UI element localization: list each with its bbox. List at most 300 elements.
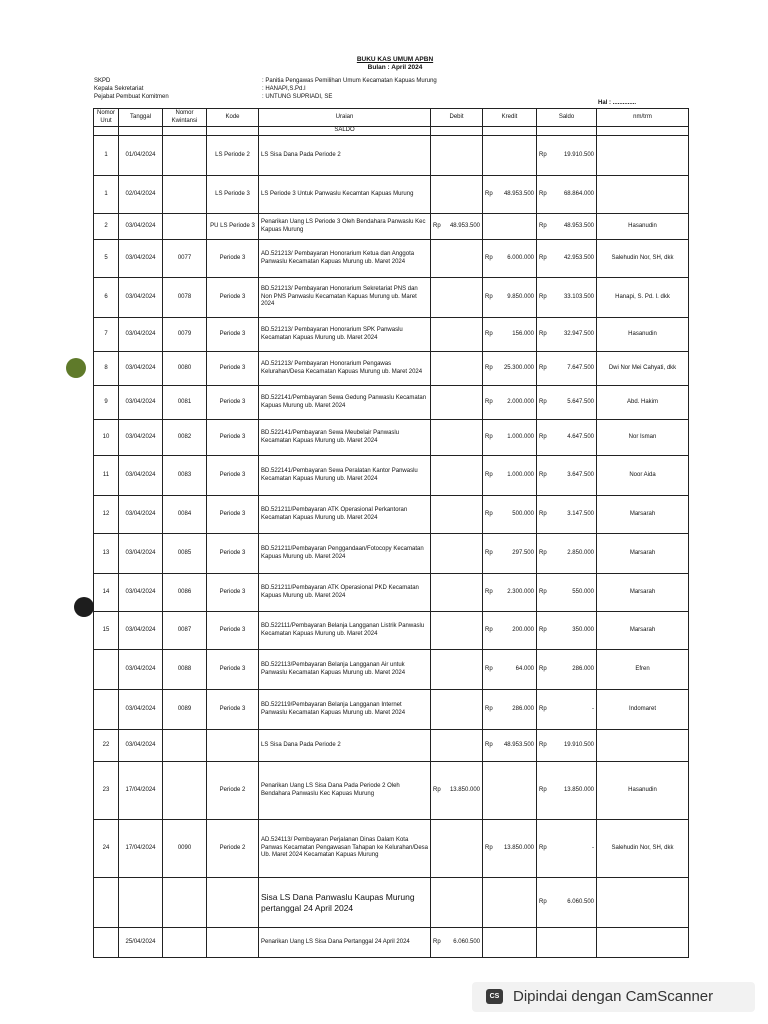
col-saldo: Saldo — [537, 109, 597, 127]
header-values — [262, 77, 437, 101]
cell-penerima: Nor Isman — [597, 420, 689, 456]
cell-debit — [431, 574, 483, 612]
cell-saldo — [537, 534, 597, 574]
table-header-row — [94, 109, 689, 127]
cell-penerima — [597, 878, 689, 928]
table-row — [94, 690, 689, 730]
cell-tanggal: 03/04/2024 — [119, 214, 163, 240]
cell-debit — [431, 318, 483, 352]
cell-nomor — [94, 928, 119, 958]
table-row — [94, 176, 689, 214]
cell-kredit — [483, 650, 537, 690]
cell-debit — [431, 878, 483, 928]
cell-uraian: BD.522119/Pembayaran Belanja Langganan Internet Panwaslu Kecamatan Kapuas Murung ub. Maret 2024 — [259, 690, 431, 730]
cell-penerima: Hasanudin — [597, 318, 689, 352]
currency-label: Rp — [539, 898, 547, 905]
cell-saldo — [537, 878, 597, 928]
cell-kode — [207, 928, 259, 958]
amount-value: 19.910.500 — [563, 741, 594, 748]
amount-value: 48.953.500 — [563, 222, 594, 229]
table-row — [94, 214, 689, 240]
amount-value: 297.500 — [512, 549, 534, 556]
cell-uraian: BD.521211/Pembayaran ATK Operasional Perkantoran Kecamatan Kapuas Murung ub. Maret 2024 — [259, 496, 431, 534]
amount-value: 1.000.000 — [507, 471, 534, 478]
cell-tanggal: 01/04/2024 — [119, 136, 163, 176]
amount-value: 4.647.500 — [567, 433, 594, 440]
cell-saldo — [537, 690, 597, 730]
cell-tanggal: 03/04/2024 — [119, 534, 163, 574]
cell-tanggal: 03/04/2024 — [119, 456, 163, 496]
currency-label: Rp — [485, 330, 493, 337]
label-kepala: Kepala Sekretariat — [94, 86, 144, 92]
cell-nomor: 23 — [94, 762, 119, 820]
cell-nomor — [94, 878, 119, 928]
cell-kode: Periode 2 — [207, 762, 259, 820]
cell-kredit — [483, 352, 537, 386]
cell-kode: LS Periode 3 — [207, 176, 259, 214]
currency-label: Rp — [485, 433, 493, 440]
cell-penerima: Indomaret — [597, 690, 689, 730]
col-uraian: Uraian — [259, 109, 431, 127]
cell-kredit — [483, 240, 537, 278]
cell-saldo — [537, 318, 597, 352]
cell-kredit — [483, 136, 537, 176]
cell-uraian: BD.521211/Pembayaran Penggandaan/Fotocopy Kecamatan Kapuas Murung ub. Maret 2024 — [259, 534, 431, 574]
cell-kwitansi: 0085 — [163, 534, 207, 574]
currency-label: Rp — [539, 254, 547, 261]
amount-value: 48.953.500 — [503, 741, 534, 748]
amount-value: 13.850.000 — [563, 786, 594, 793]
currency-label: Rp — [539, 364, 547, 371]
cell-uraian: AD.521213/ Pembayaran Honorarium Ketua dan Anggota Panwaslu Kecamatan Kapuas Murung ub. Maret 2024 — [259, 240, 431, 278]
cell-kredit — [483, 278, 537, 318]
cell-kredit — [483, 456, 537, 496]
cell-debit — [431, 386, 483, 420]
document-subtitle: Bulan : April 2024 — [367, 64, 423, 71]
cell-kwitansi: 0079 — [163, 318, 207, 352]
amount-value: 19.910.500 — [563, 151, 594, 158]
amount-value: 6.060.500 — [567, 898, 594, 905]
table-row — [94, 278, 689, 318]
ledger-table — [93, 108, 689, 958]
cell-kwitansi — [163, 136, 207, 176]
amount-value: 3.647.500 — [567, 471, 594, 478]
cell-debit — [431, 612, 483, 650]
amount-value: 9.850.000 — [507, 293, 534, 300]
cell-kode: Periode 3 — [207, 386, 259, 420]
cell-kwitansi: 0077 — [163, 240, 207, 278]
cell-penerima: Marsarah — [597, 612, 689, 650]
header-labels — [94, 77, 169, 101]
cell-kredit — [483, 612, 537, 650]
cell-kode — [207, 878, 259, 928]
table-row — [94, 612, 689, 650]
table-row — [94, 730, 689, 762]
amount-value: 1.000.000 — [507, 433, 534, 440]
cell-uraian: BD.521213/ Pembayaran Honorarium SPK Panwaslu Kecamatan Kapuas Murung ub. Maret 2024 — [259, 318, 431, 352]
cell-kwitansi — [163, 730, 207, 762]
amount-value: 64.000 — [515, 665, 534, 672]
cell-nomor — [94, 650, 119, 690]
currency-label: Rp — [433, 938, 441, 945]
cell-debit — [431, 730, 483, 762]
amount-value: 13.850.000 — [449, 786, 480, 793]
cell-nomor: 14 — [94, 574, 119, 612]
cell-tanggal: 03/04/2024 — [119, 278, 163, 318]
cell-kwitansi — [163, 878, 207, 928]
cell-kode — [207, 730, 259, 762]
cell-kwitansi: 0089 — [163, 690, 207, 730]
cell-debit — [431, 420, 483, 456]
cell-tanggal: 03/04/2024 — [119, 386, 163, 420]
currency-label: Rp — [539, 190, 547, 197]
cell-kredit — [483, 176, 537, 214]
page-number-label: Hal : .............. — [598, 100, 637, 106]
currency-label: Rp — [539, 398, 547, 405]
currency-label: Rp — [539, 588, 547, 595]
cell-kode: Periode 3 — [207, 352, 259, 386]
cell-kredit — [483, 762, 537, 820]
cell-kwitansi: 0081 — [163, 386, 207, 420]
table-row — [94, 318, 689, 352]
amount-value: 2.300.000 — [507, 588, 534, 595]
cell-saldo — [537, 456, 597, 496]
amount-value: 2.000.000 — [507, 398, 534, 405]
cell-debit — [431, 456, 483, 496]
cell-nomor: 5 — [94, 240, 119, 278]
currency-label: Rp — [485, 293, 493, 300]
table-row — [94, 762, 689, 820]
cell-uraian: BD.522113/Pembayaran Belanja Langganan Air untuk Panwaslu Kecamatan Kapuas Murung ub. Maret 2024 — [259, 650, 431, 690]
cell-kode: Periode 3 — [207, 456, 259, 496]
value-skpd: : Panitia Pengawas Pemilihan Umum Kecamatan Kapuas Murung — [262, 78, 437, 84]
currency-label: Rp — [485, 254, 493, 261]
cell-kwitansi — [163, 928, 207, 958]
cell-kode: Periode 3 — [207, 240, 259, 278]
cell-penerima: Marsarah — [597, 496, 689, 534]
cell-debit — [431, 352, 483, 386]
cell-saldo — [537, 240, 597, 278]
camscanner-icon: CS — [486, 989, 503, 1004]
table-row — [94, 574, 689, 612]
cell-nomor: 10 — [94, 420, 119, 456]
currency-label: Rp — [539, 433, 547, 440]
cell-kwitansi: 0086 — [163, 574, 207, 612]
currency-label: Rp — [433, 786, 441, 793]
document-title: BUKU KAS UMUM APBN — [356, 56, 434, 63]
cell-penerima: Noor Aida — [597, 456, 689, 496]
cell-saldo — [537, 214, 597, 240]
cell-uraian: LS Periode 3 Untuk Panwaslu Kecamtan Kapuas Murung — [259, 176, 431, 214]
cell-uraian: Sisa LS Dana Panwaslu Kaupas Murung pertanggal 24 April 2024 — [259, 878, 431, 928]
cell-kwitansi: 0087 — [163, 612, 207, 650]
cell-kode: Periode 3 — [207, 496, 259, 534]
value-kepala: : HANAPI,S.Pd.I — [262, 86, 306, 92]
value-ppk: : UNTUNG SUPRIADI, SE — [262, 94, 333, 100]
cell-debit — [431, 650, 483, 690]
cell-penerima — [597, 176, 689, 214]
cell-debit — [431, 534, 483, 574]
currency-label: Rp — [539, 844, 547, 851]
cell-debit — [431, 928, 483, 958]
currency-label: Rp — [539, 665, 547, 672]
cell-debit — [431, 690, 483, 730]
cell-nomor: 22 — [94, 730, 119, 762]
cell-kredit — [483, 730, 537, 762]
cell-kredit — [483, 534, 537, 574]
table-row — [94, 878, 689, 928]
col-kredit: Kredit — [483, 109, 537, 127]
cell-saldo — [537, 650, 597, 690]
saldo-label: SALDO — [259, 127, 431, 136]
currency-label: Rp — [539, 626, 547, 633]
cell-uraian: BD.522141/Pembayaran Sewa Meubelair Panwaslu Kecamatan Kapuas Murung ub. Maret 2024 — [259, 420, 431, 456]
currency-label: Rp — [485, 510, 493, 517]
cell-penerima — [597, 730, 689, 762]
amount-value: 156.000 — [512, 330, 534, 337]
cell-penerima: Hasanudin — [597, 762, 689, 820]
cell-nomor: 8 — [94, 352, 119, 386]
cell-tanggal: 03/04/2024 — [119, 612, 163, 650]
cell-kwitansi: 0078 — [163, 278, 207, 318]
currency-label: Rp — [485, 665, 493, 672]
cell-saldo — [537, 730, 597, 762]
table-row — [94, 420, 689, 456]
cell-kredit — [483, 318, 537, 352]
camscanner-badge — [472, 982, 755, 1012]
cell-kwitansi: 0090 — [163, 820, 207, 878]
currency-label: Rp — [539, 705, 547, 712]
cell-uraian: Penarikan Uang LS Sisa Dana Pertanggal 24 April 2024 — [259, 928, 431, 958]
amount-value: 500.000 — [512, 510, 534, 517]
cell-kode: Periode 3 — [207, 420, 259, 456]
cell-tanggal: 03/04/2024 — [119, 420, 163, 456]
cell-penerima: Efren — [597, 650, 689, 690]
cell-tanggal: 02/04/2024 — [119, 176, 163, 214]
cell-saldo — [537, 386, 597, 420]
cell-debit — [431, 240, 483, 278]
stamp-mark — [66, 358, 86, 378]
currency-label: Rp — [539, 471, 547, 478]
cell-saldo — [537, 820, 597, 878]
cell-nomor: 11 — [94, 456, 119, 496]
amount-value: 25.300.000 — [503, 364, 534, 371]
cell-tanggal: 03/04/2024 — [119, 690, 163, 730]
cell-tanggal: 17/04/2024 — [119, 820, 163, 878]
amount-value: 3.147.500 — [567, 510, 594, 517]
col-debit: Debit — [431, 109, 483, 127]
amount-value: 33.103.500 — [563, 293, 594, 300]
currency-label: Rp — [539, 151, 547, 158]
cell-tanggal: 25/04/2024 — [119, 928, 163, 958]
cell-saldo — [537, 612, 597, 650]
cell-kode: Periode 3 — [207, 690, 259, 730]
cell-nomor: 9 — [94, 386, 119, 420]
cell-kode: Periode 3 — [207, 318, 259, 352]
cell-uraian: LS Sisa Dana Pada Periode 2 — [259, 730, 431, 762]
cell-kwitansi: 0084 — [163, 496, 207, 534]
cell-kode: Periode 3 — [207, 534, 259, 574]
currency-label: Rp — [539, 741, 547, 748]
cell-penerima: Hasanudin — [597, 214, 689, 240]
table-row — [94, 456, 689, 496]
cell-nomor: 1 — [94, 176, 119, 214]
currency-label: Rp — [485, 626, 493, 633]
currency-label: Rp — [485, 741, 493, 748]
cell-nomor: 15 — [94, 612, 119, 650]
cell-kode: Periode 3 — [207, 612, 259, 650]
currency-label: Rp — [485, 705, 493, 712]
cell-uraian: BD.522141/Pembayaran Sewa Gedung Panwaslu Kecamatan Kapuas Murung ub. Maret 2024 — [259, 386, 431, 420]
table-row — [94, 928, 689, 958]
currency-label: Rp — [433, 222, 441, 229]
cell-saldo — [537, 278, 597, 318]
cell-tanggal: 03/04/2024 — [119, 574, 163, 612]
col-nmtrm: nm/trm — [597, 109, 689, 127]
table-row — [94, 650, 689, 690]
currency-label: Rp — [485, 844, 493, 851]
currency-label: Rp — [485, 549, 493, 556]
currency-label: Rp — [539, 330, 547, 337]
amount-value: 13.850.000 — [503, 844, 534, 851]
table-row — [94, 386, 689, 420]
amount-value: 68.864.000 — [563, 190, 594, 197]
cell-debit — [431, 496, 483, 534]
currency-label: Rp — [485, 364, 493, 371]
cell-uraian: BD.521213/ Pembayaran Honorarium Sekretariat PNS dan Non PNS Panwaslu Kecamatan Kapuas Murung ub. Maret 2024 — [259, 278, 431, 318]
table-row — [94, 352, 689, 386]
cell-nomor: 1 — [94, 136, 119, 176]
cell-nomor — [94, 690, 119, 730]
amount-value: 550.000 — [572, 588, 594, 595]
cell-tanggal: 17/04/2024 — [119, 762, 163, 820]
cell-tanggal: 03/04/2024 — [119, 650, 163, 690]
cell-kredit — [483, 420, 537, 456]
amount-value: 6.000.000 — [507, 254, 534, 261]
cell-uraian: AD.521213/ Pembayaran Honorarium Pengawas Kelurahan/Desa Kecamatan Kapuas Murung ub. Maret 2024 — [259, 352, 431, 386]
cell-penerima — [597, 136, 689, 176]
currency-label: Rp — [539, 786, 547, 793]
cell-uraian: Penarikan Uang LS Periode 3 Oleh Bendahara Panwaslu Kec Kapuas Murung — [259, 214, 431, 240]
col-tanggal: Tanggal — [119, 109, 163, 127]
camscanner-label: Dipindai dengan CamScanner — [513, 988, 714, 1005]
cell-uraian: AD.524113/ Pembayaran Perjalanan Dinas Dalam Kota Panwas Kecamatan Pengawasan Tahapan ke Kelurahan/Desa Ub. Maret 2024 Kecamatan Kapuas Murung — [259, 820, 431, 878]
cell-kredit — [483, 928, 537, 958]
label-ppk: Pejabat Pembuat Komitmen — [94, 94, 169, 100]
cell-kwitansi: 0082 — [163, 420, 207, 456]
cell-uraian: LS Sisa Dana Pada Periode 2 — [259, 136, 431, 176]
cell-kode: PU LS Periode 3 — [207, 214, 259, 240]
currency-label: Rp — [485, 471, 493, 478]
cell-nomor: 13 — [94, 534, 119, 574]
table-row — [94, 240, 689, 278]
amount-value: 48.953.500 — [503, 190, 534, 197]
currency-label: Rp — [539, 549, 547, 556]
table-row — [94, 496, 689, 534]
cell-kwitansi: 0088 — [163, 650, 207, 690]
amount-value: 2.850.000 — [567, 549, 594, 556]
cell-kredit — [483, 878, 537, 928]
table-row — [94, 820, 689, 878]
cell-saldo — [537, 352, 597, 386]
stamp-mark — [74, 597, 94, 617]
cell-uraian: Penarikan Uang LS Sisa Dana Pada Periode 2 Oleh Bendahara Panwaslu Kec Kapuas Murung — [259, 762, 431, 820]
cell-kwitansi: 0083 — [163, 456, 207, 496]
cell-kwitansi — [163, 762, 207, 820]
cell-kwitansi — [163, 176, 207, 214]
cell-nomor: 12 — [94, 496, 119, 534]
cell-kredit — [483, 496, 537, 534]
amount-value: 42.953.500 — [563, 254, 594, 261]
currency-label: Rp — [485, 588, 493, 595]
cell-debit — [431, 176, 483, 214]
cell-kredit — [483, 820, 537, 878]
cell-saldo — [537, 496, 597, 534]
col-nomor-urut: Nomor Urut — [94, 109, 119, 127]
amount-value: 48.953.500 — [449, 222, 480, 229]
currency-label: Rp — [539, 510, 547, 517]
currency-label: Rp — [485, 398, 493, 405]
cell-kode: Periode 3 — [207, 574, 259, 612]
cell-tanggal: 03/04/2024 — [119, 352, 163, 386]
cell-saldo — [537, 420, 597, 456]
cell-tanggal — [119, 878, 163, 928]
cell-kredit — [483, 574, 537, 612]
cell-tanggal: 03/04/2024 — [119, 496, 163, 534]
cell-debit — [431, 762, 483, 820]
cell-penerima: Salehudin Nor, SH, dkk — [597, 240, 689, 278]
cell-nomor: 2 — [94, 214, 119, 240]
cell-tanggal: 03/04/2024 — [119, 240, 163, 278]
cell-nomor: 7 — [94, 318, 119, 352]
cell-nomor: 24 — [94, 820, 119, 878]
cell-penerima: Marsarah — [597, 534, 689, 574]
col-nomor-kwitansi: Nomor Kwintansi — [163, 109, 207, 127]
cell-nomor: 6 — [94, 278, 119, 318]
cell-saldo — [537, 762, 597, 820]
cell-kredit — [483, 386, 537, 420]
table-row — [94, 534, 689, 574]
currency-label: Rp — [539, 222, 547, 229]
currency-label: Rp — [539, 293, 547, 300]
amount-value: 32.947.500 — [563, 330, 594, 337]
cell-penerima: Hanapi, S. Pd. I. dkk — [597, 278, 689, 318]
table-row — [94, 136, 689, 176]
cell-penerima — [597, 928, 689, 958]
amount-value: 286.000 — [572, 665, 594, 672]
cell-penerima: Dwi Nor Mei Cahyati, dkk — [597, 352, 689, 386]
cell-uraian: BD.522111/Pembayaran Belanja Langganan Listrik Panwaslu Kecamatan Kapuas Murung ub. Maret 2024 — [259, 612, 431, 650]
cell-penerima: Abd. Hakim — [597, 386, 689, 420]
cell-debit — [431, 136, 483, 176]
cell-tanggal: 03/04/2024 — [119, 318, 163, 352]
amount-value: 350.000 — [572, 626, 594, 633]
amount-value: 200.000 — [512, 626, 534, 633]
cell-saldo — [537, 176, 597, 214]
cell-tanggal: 03/04/2024 — [119, 730, 163, 762]
saldo-row — [94, 127, 689, 136]
amount-value: 5.647.500 — [567, 398, 594, 405]
amount-value: - — [592, 705, 594, 712]
cell-saldo — [537, 928, 597, 958]
amount-value: 6.060.500 — [453, 938, 480, 945]
cell-saldo — [537, 574, 597, 612]
cell-debit — [431, 214, 483, 240]
cell-saldo — [537, 136, 597, 176]
cell-kwitansi — [163, 214, 207, 240]
cell-uraian: BD.522141/Pembayaran Sewa Peralatan Kantor Panwaslu Kecamatan Kapuas Murung ub. Maret 2024 — [259, 456, 431, 496]
cell-uraian: BD.521211/Pembayaran ATK Operasional PKD Kecamatan Kapuas Murung ub. Maret 2024 — [259, 574, 431, 612]
